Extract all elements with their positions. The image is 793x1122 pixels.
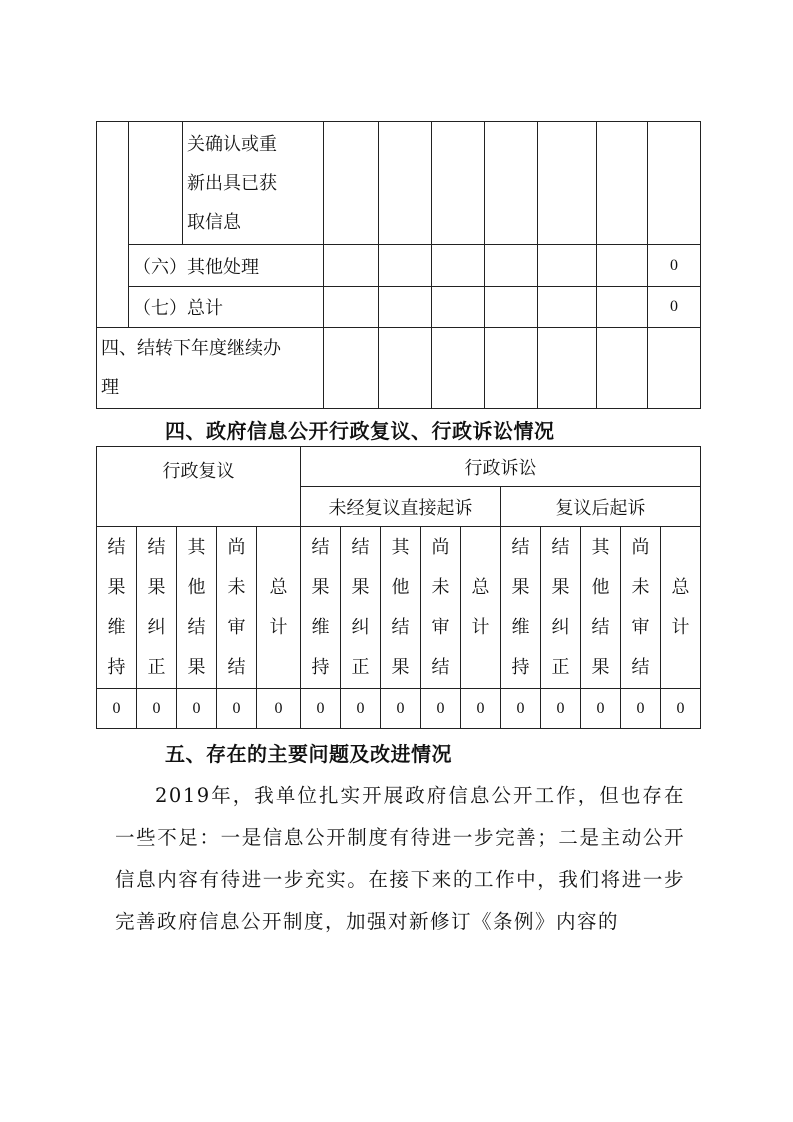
after-col-corrected: 结 果 纠 正: [541, 527, 581, 689]
value-cell: 0: [541, 689, 581, 729]
after-col-pending: 尚 未 审 结: [621, 527, 661, 689]
value-cell: 0: [137, 689, 177, 729]
value-cell: 0: [621, 689, 661, 729]
section-4-heading: 四、政府信息公开行政复议、行政诉讼情况: [165, 419, 555, 443]
value-cell: 0: [581, 689, 621, 729]
review-col-corrected: 结 果 纠 正: [137, 527, 177, 689]
value-cell: 0: [257, 689, 301, 729]
review-col-total: 总 计: [257, 527, 301, 689]
after-col-total: 总 计: [661, 527, 701, 689]
litigation-header: 行政诉讼: [301, 447, 701, 487]
after-review-suit-header: 复议后起诉: [501, 487, 701, 527]
row-label-continued: 关确认或重 新出具已获 取信息: [183, 122, 324, 245]
value-cell: 0: [501, 689, 541, 729]
after-col-other: 其 他 结 果: [581, 527, 621, 689]
value-cell: 0: [177, 689, 217, 729]
value-cell: 0: [341, 689, 381, 729]
value-cell: 0: [661, 689, 701, 729]
row-label-carry-over: 四、结转下年度继续办 理: [97, 328, 324, 409]
disposal-table-continued: [96, 121, 701, 409]
row-label-other: （六）其他处理: [129, 245, 324, 287]
sub-group-cell: [129, 122, 183, 245]
review-litigation-table: [96, 446, 701, 729]
section-5-paragraph: 2019年，我单位扎实开展政府信息公开工作，但也存在一些不足：一是信息公开制度有待进一步完善；二是主动公开信息内容有待进一步充实。在接下来的工作中，我们将进一步完善政府信息公开制度，加强对新修订《条例》内容的: [115, 784, 685, 933]
row-total-value: 0: [648, 287, 701, 328]
direct-col-total: 总 计: [461, 527, 501, 689]
section-5-heading: 五、存在的主要问题及改进情况: [165, 742, 452, 766]
direct-col-upheld: 结 果 维 持: [301, 527, 341, 689]
after-col-upheld: 结 果 维 持: [501, 527, 541, 689]
outer-group-cell: [97, 122, 129, 328]
value-cell: 0: [421, 689, 461, 729]
review-col-pending: 尚 未 审 结: [217, 527, 257, 689]
value-cell: 0: [301, 689, 341, 729]
review-col-other: 其 他 结 果: [177, 527, 217, 689]
review-col-upheld: 结 果 维 持: [97, 527, 137, 689]
value-cell: 0: [217, 689, 257, 729]
direct-col-pending: 尚 未 审 结: [421, 527, 461, 689]
row-label-total: （七）总计: [129, 287, 324, 328]
direct-col-other: 其 他 结 果: [381, 527, 421, 689]
direct-suit-header: 未经复议直接起诉: [301, 487, 501, 527]
value-cell: 0: [97, 689, 137, 729]
direct-col-corrected: 结 果 纠 正: [341, 527, 381, 689]
value-cell: 0: [381, 689, 421, 729]
row-other-total: 0: [648, 245, 701, 287]
review-header: 行政复议: [97, 447, 301, 527]
value-cell: 0: [461, 689, 501, 729]
